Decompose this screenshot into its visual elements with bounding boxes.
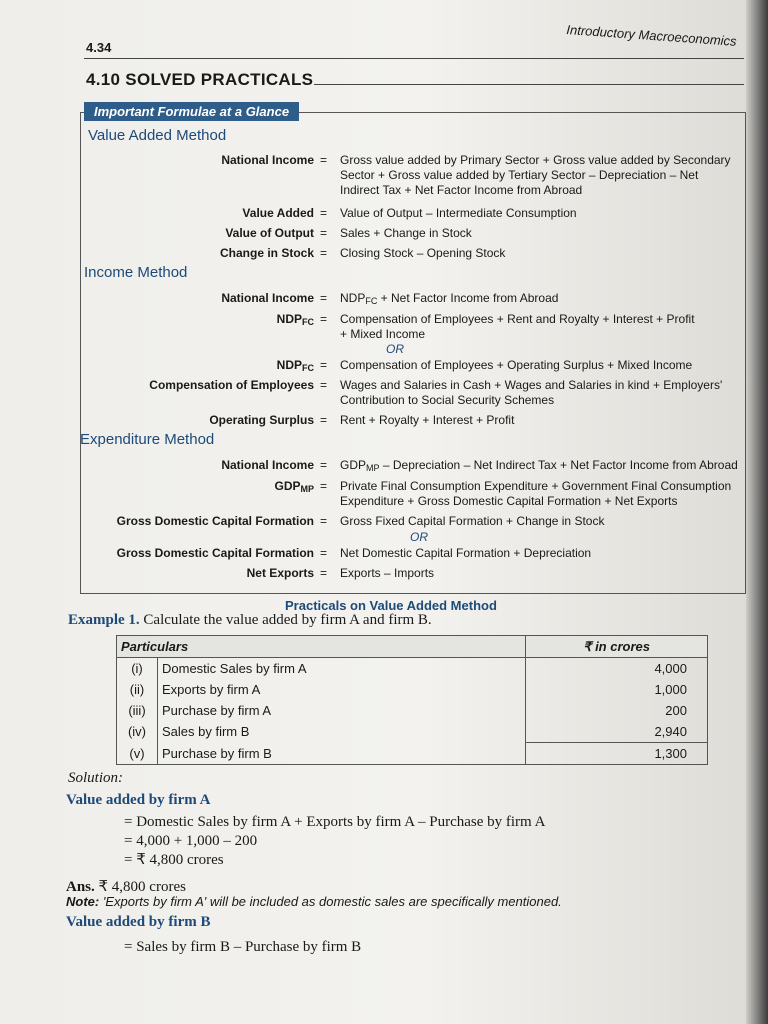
solution-label: Solution: bbox=[68, 770, 123, 786]
ndp-fc-value-1: Compensation of Employees + Rent and Royalty + Interest + Profit + Mixed Income bbox=[340, 312, 695, 341]
firm-a-working: = Domestic Sales by firm A + Exports by firm A – Purchase by firm A = 4,000 + 1,000 – 200 = ₹ 4,800 crores bbox=[124, 814, 546, 868]
value-added-heading: Value Added Method bbox=[88, 127, 227, 144]
page-number: 4.34 bbox=[86, 40, 112, 55]
table-row: (i) Domestic Sales by firm A 4,000 bbox=[117, 658, 708, 680]
equals-sign: = bbox=[320, 479, 328, 493]
exp-national-income-label: National Income bbox=[221, 458, 314, 472]
ndp-fc-value-2: Compensation of Employees + Operating Surplus + Mixed Income bbox=[340, 358, 693, 372]
equals-sign: = bbox=[320, 413, 328, 427]
va-national-income-value: Gross value added by Primary Sector + Gross value added by Secondary Sector + Gross value added by Tertiary Sector – Depreciation – Net Indirect Tax + Net Factor Income from Abroad bbox=[340, 153, 731, 197]
value-of-output-value: Sales + Change in Stock bbox=[340, 226, 472, 240]
change-in-stock-value: Closing Stock – Opening Stock bbox=[340, 246, 506, 260]
gdcf-label-2: Gross Domestic Capital Formation bbox=[116, 546, 314, 560]
equals-sign: = bbox=[320, 312, 328, 326]
value-added-label: Value Added bbox=[242, 206, 314, 220]
or-separator: OR bbox=[386, 342, 404, 356]
equals-sign: = bbox=[320, 378, 328, 392]
section-title: 4.10 SOLVED PRACTICALS bbox=[86, 70, 314, 89]
table-row: (v) Purchase by firm B 1,300 bbox=[117, 743, 708, 765]
running-head: Introductory Macroeconomics bbox=[566, 22, 738, 49]
section-rule bbox=[314, 84, 744, 85]
formula-banner: Important Formulae at a Glance bbox=[84, 102, 299, 121]
value-of-output-label: Value of Output bbox=[225, 226, 314, 240]
compensation-label: Compensation of Employees bbox=[149, 378, 314, 392]
equals-sign: = bbox=[320, 206, 328, 220]
practicals-heading: Practicals on Value Added Method bbox=[285, 598, 497, 613]
col-particulars: Particulars bbox=[117, 636, 526, 658]
equals-sign: = bbox=[320, 514, 328, 528]
gdcf-value-1: Gross Fixed Capital Formation + Change in Stock bbox=[340, 514, 605, 528]
firm-b-heading: Value added by firm B bbox=[66, 914, 211, 930]
value-added-value: Value of Output – Intermediate Consumption bbox=[340, 206, 577, 220]
ndp-fc-label-2: $NDP_{FC}$ bbox=[276, 358, 314, 373]
table-row: (ii) Exports by firm A 1,000 bbox=[117, 679, 708, 700]
firm-a-heading: Value added by firm A bbox=[66, 792, 211, 808]
equals-sign: = bbox=[320, 246, 328, 260]
income-national-income-label: National Income bbox=[221, 291, 314, 305]
table-row: (iii) Purchase by firm A 200 bbox=[117, 700, 708, 721]
gdcf-value-2: Net Domestic Capital Formation + Depreciation bbox=[340, 546, 592, 560]
expenditure-method-heading: Expenditure Method bbox=[80, 431, 215, 448]
answer-line: Ans. ₹ 4,800 crores bbox=[66, 879, 186, 895]
firm-b-working: = Sales by firm B – Purchase by firm B bbox=[124, 939, 362, 955]
note-line: Note: 'Exports by firm A' will be included as domestic sales are specifically mentioned. bbox=[66, 894, 562, 909]
equals-sign: = bbox=[320, 291, 328, 305]
equals-sign: = bbox=[320, 153, 328, 167]
page-edge-shadow bbox=[746, 0, 768, 1024]
operating-surplus-value: Rent + Royalty + Interest + Profit bbox=[340, 413, 515, 427]
header-rule bbox=[84, 58, 744, 59]
operating-surplus-label: Operating Surplus bbox=[209, 413, 314, 427]
gdp-mp-value: Private Final Consumption Expenditure + Government Final Consumption Expenditure + Gross Domestic Capital Formation + Net Exports bbox=[340, 479, 732, 508]
equals-sign: = bbox=[320, 358, 328, 372]
income-method-heading: Income Method bbox=[84, 264, 188, 281]
ndp-fc-label: $NDP_{FC}$ bbox=[276, 312, 314, 327]
example-statement: Example 1. Calculate the value added by firm A and firm B. bbox=[68, 612, 432, 628]
table-row: (iv) Sales by firm B 2,940 bbox=[117, 721, 708, 743]
income-national-income-value: $NDP_{FC}$ + Net Factor Income from Abroad bbox=[340, 291, 559, 306]
example-table bbox=[116, 635, 708, 765]
equals-sign: = bbox=[320, 546, 328, 560]
table-header-row bbox=[117, 636, 708, 658]
va-national-income-label: National Income bbox=[221, 153, 314, 167]
net-exports-value: Exports – Imports bbox=[340, 566, 435, 580]
equals-sign: = bbox=[320, 458, 328, 472]
col-amount: ₹ in crores bbox=[526, 636, 708, 658]
gdp-mp-label: $GDP_{MP}$ bbox=[274, 479, 314, 494]
compensation-value: Wages and Salaries in Cash + Wages and Salaries in kind + Employers' Contribution to Social Security Schemes bbox=[340, 378, 723, 407]
gdcf-label-1: Gross Domestic Capital Formation bbox=[116, 514, 314, 528]
change-in-stock-label: Change in Stock bbox=[219, 246, 314, 260]
equals-sign: = bbox=[320, 566, 328, 580]
net-exports-label: Net Exports bbox=[246, 566, 314, 580]
equals-sign: = bbox=[320, 226, 328, 240]
exp-national-income-value: $GDP_{MP}$ – Depreciation – Net Indirect Tax + Net Factor Income from Abroad bbox=[340, 458, 738, 473]
or-separator: OR bbox=[410, 530, 428, 544]
